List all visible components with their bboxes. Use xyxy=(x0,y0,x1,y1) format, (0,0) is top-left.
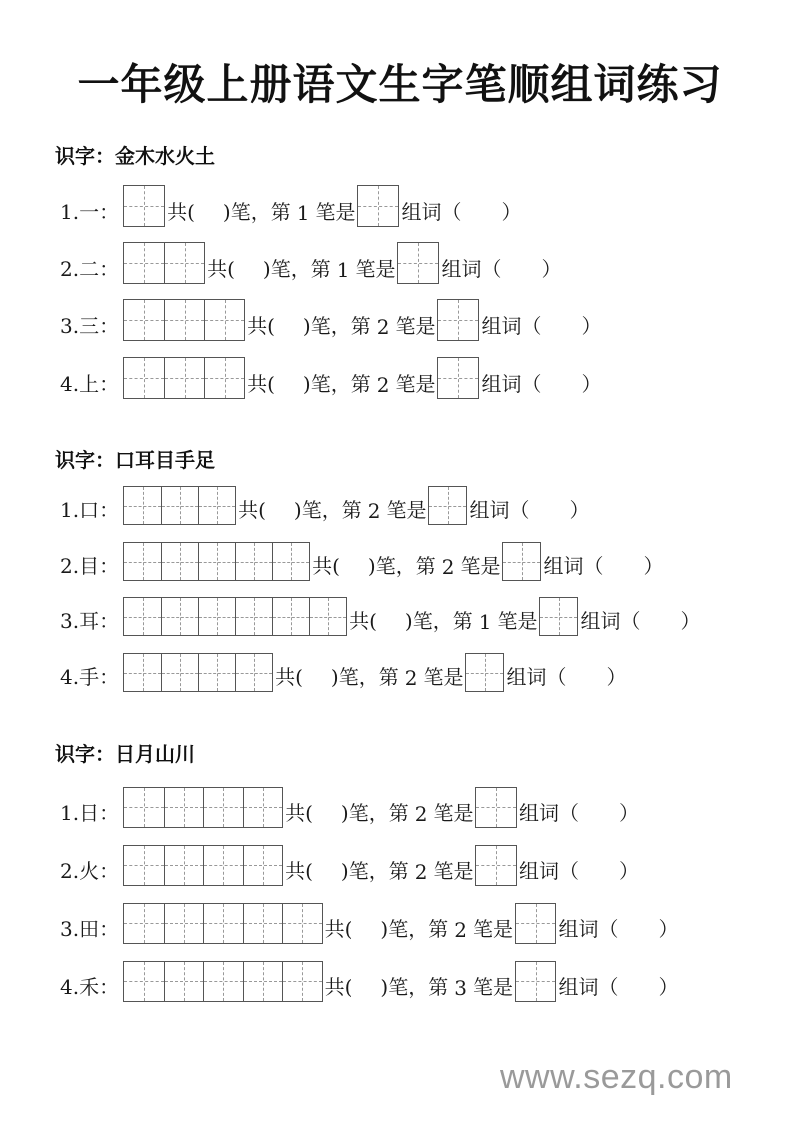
nth-stroke-answer-box[interactable] xyxy=(515,903,557,945)
exercise-row xyxy=(60,786,639,828)
nth-stroke-label: )笔，第 xyxy=(293,498,362,522)
item-label xyxy=(60,550,119,581)
word-group-close: ） xyxy=(581,314,602,338)
stroke-order-grid[interactable] xyxy=(123,486,236,525)
tianzige-cell[interactable] xyxy=(243,846,283,886)
tianzige-cell[interactable] xyxy=(203,846,243,886)
exercise-row xyxy=(60,357,601,399)
nth-stroke-label: )笔，第 xyxy=(262,257,331,281)
item-colon: ： xyxy=(99,665,120,689)
exercise-row xyxy=(60,539,663,581)
exercise-row xyxy=(60,650,626,692)
nth-stroke-answer-box[interactable] xyxy=(475,787,517,829)
section-heading: 识字：金木水火土 xyxy=(55,144,215,168)
stroke-order-grid[interactable] xyxy=(123,787,283,829)
nth-stroke-number: 2 xyxy=(404,666,418,690)
stroke-is-label: 笔是 xyxy=(395,372,436,396)
nth-stroke-label: )笔，第 xyxy=(404,609,473,633)
tianzige-cell[interactable] xyxy=(540,598,577,635)
tianzige-cell[interactable] xyxy=(124,358,164,398)
item-index: 4. xyxy=(60,372,80,396)
nth-stroke-number: 2 xyxy=(376,373,390,397)
word-group-close: ） xyxy=(643,554,664,578)
nth-stroke-answer-box[interactable] xyxy=(397,242,439,284)
item-label xyxy=(60,310,119,341)
tianzige-cell[interactable] xyxy=(503,543,540,580)
nth-stroke-label: )笔，第 xyxy=(340,801,409,825)
nth-stroke-label: )笔，第 xyxy=(222,200,291,224)
tianzige-cell[interactable] xyxy=(272,598,309,635)
tianzige-cell[interactable] xyxy=(235,543,272,580)
stroke-is-label: 笔是 xyxy=(315,200,356,224)
stroke-is-label: 笔是 xyxy=(497,609,538,633)
tianzige-cell[interactable] xyxy=(235,598,272,635)
total-strokes-label: 共( xyxy=(349,609,377,633)
tianzige-cell[interactable] xyxy=(438,358,478,398)
item-character: 耳 xyxy=(79,609,100,633)
word-group-label: 组词（ xyxy=(580,609,641,633)
tianzige-cell[interactable] xyxy=(164,904,204,944)
item-label xyxy=(60,797,119,828)
word-group-label: 组词（ xyxy=(506,665,567,689)
tianzige-cell[interactable] xyxy=(204,300,244,340)
exercise-row xyxy=(60,483,589,525)
stroke-order-grid[interactable] xyxy=(123,242,205,284)
tianzige-cell[interactable] xyxy=(124,243,164,283)
item-index: 4. xyxy=(60,665,80,689)
item-index: 3. xyxy=(60,314,80,338)
stroke-is-label: 笔是 xyxy=(460,554,501,578)
word-group-label: 组词（ xyxy=(481,372,542,396)
nth-stroke-number: 2 xyxy=(367,499,381,523)
stroke-is-label: 笔是 xyxy=(395,314,436,338)
stroke-is-label: 笔是 xyxy=(433,859,474,883)
tianzige-cell[interactable] xyxy=(282,962,322,1002)
nth-stroke-label: )笔，第 xyxy=(380,975,449,999)
tianzige-cell[interactable] xyxy=(124,788,164,828)
tianzige-cell[interactable] xyxy=(164,788,204,828)
word-group-label: 组词（ xyxy=(441,257,502,281)
tianzige-cell[interactable] xyxy=(124,962,164,1002)
total-strokes-label: 共( xyxy=(324,917,353,941)
nth-stroke-number: 1 xyxy=(336,258,350,282)
word-group-label: 组词（ xyxy=(518,859,579,883)
tianzige-cell[interactable] xyxy=(161,543,198,580)
exercise-row xyxy=(60,844,639,886)
word-group-close: ） xyxy=(618,801,639,825)
word-group-label: 组词（ xyxy=(481,314,542,338)
word-group-label: 组词（ xyxy=(558,975,619,999)
stroke-order-grid[interactable] xyxy=(123,542,310,581)
nth-stroke-number: 1 xyxy=(478,610,492,634)
item-colon: ： xyxy=(99,200,120,224)
stroke-order-grid[interactable] xyxy=(123,961,323,1003)
item-colon: ： xyxy=(99,554,120,578)
item-colon: ： xyxy=(99,314,120,338)
total-strokes-label: 共( xyxy=(285,859,313,883)
tianzige-cell[interactable] xyxy=(516,962,556,1002)
tianzige-cell[interactable] xyxy=(124,598,161,635)
tianzige-cell[interactable] xyxy=(466,654,503,691)
tianzige-cell[interactable] xyxy=(438,300,478,340)
item-label xyxy=(60,913,119,944)
nth-stroke-answer-box[interactable] xyxy=(539,597,578,636)
item-index: 2. xyxy=(60,554,80,578)
item-character: 三 xyxy=(79,314,100,338)
item-character: 手 xyxy=(79,665,100,689)
nth-stroke-number: 3 xyxy=(454,976,467,1000)
item-colon: ： xyxy=(99,859,120,883)
tianzige-cell[interactable] xyxy=(124,846,164,886)
tianzige-cell[interactable] xyxy=(198,487,235,524)
item-colon: ： xyxy=(99,975,120,999)
word-group-close: ） xyxy=(569,498,590,522)
tianzige-cell[interactable] xyxy=(235,654,272,691)
total-strokes-label: 共( xyxy=(324,975,353,999)
word-group-close: ） xyxy=(618,859,639,883)
stroke-is-label: 笔是 xyxy=(472,975,513,999)
total-strokes-label: 共( xyxy=(312,554,340,578)
item-character: 田 xyxy=(79,917,100,941)
total-strokes-label: 共( xyxy=(238,498,266,522)
nth-stroke-label: )笔，第 xyxy=(330,665,399,689)
tianzige-cell[interactable] xyxy=(198,598,235,635)
nth-stroke-number: 2 xyxy=(454,918,467,942)
item-index: 3. xyxy=(60,609,80,633)
tianzige-cell[interactable] xyxy=(203,904,243,944)
word-group-label: 组词（ xyxy=(558,917,619,941)
item-index: 1. xyxy=(60,801,80,825)
item-label xyxy=(60,494,119,525)
word-group-close: ） xyxy=(658,917,679,941)
tianzige-cell[interactable] xyxy=(476,846,516,886)
total-strokes-label: 共( xyxy=(275,665,303,689)
tianzige-cell[interactable] xyxy=(272,543,309,580)
nth-stroke-label: )笔，第 xyxy=(380,917,449,941)
tianzige-cell[interactable] xyxy=(161,598,198,635)
nth-stroke-number: 2 xyxy=(441,555,455,579)
tianzige-cell[interactable] xyxy=(243,904,283,944)
total-strokes-label: 共( xyxy=(247,372,275,396)
total-strokes-label: 共( xyxy=(285,801,313,825)
tianzige-cell[interactable] xyxy=(203,788,243,828)
item-label xyxy=(60,368,119,399)
nth-stroke-number: 2 xyxy=(376,315,390,339)
tianzige-cell[interactable] xyxy=(164,962,204,1002)
nth-stroke-answer-box[interactable] xyxy=(515,961,557,1003)
tianzige-cell[interactable] xyxy=(124,543,161,580)
item-label xyxy=(60,971,119,1002)
stroke-order-grid[interactable] xyxy=(123,185,165,227)
tianzige-cell[interactable] xyxy=(398,243,438,283)
tianzige-cell[interactable] xyxy=(429,487,466,524)
word-group-close: ） xyxy=(658,975,679,999)
nth-stroke-label: )笔，第 xyxy=(302,314,371,338)
total-strokes-label: 共( xyxy=(247,314,275,338)
word-group-label: 组词（ xyxy=(518,801,579,825)
tianzige-cell[interactable] xyxy=(476,788,516,828)
item-label xyxy=(60,605,119,636)
tianzige-cell[interactable] xyxy=(198,543,235,580)
nth-stroke-answer-box[interactable] xyxy=(357,185,399,227)
item-index: 3. xyxy=(60,917,80,941)
item-label xyxy=(60,855,119,886)
stroke-order-grid[interactable] xyxy=(123,597,347,636)
watermark: www.sezq.com xyxy=(500,1058,733,1096)
stroke-order-grid[interactable] xyxy=(123,653,273,692)
item-colon: ： xyxy=(99,257,120,281)
stroke-is-label: 笔是 xyxy=(386,498,427,522)
exercise-row xyxy=(60,185,521,227)
tianzige-cell[interactable] xyxy=(124,300,164,340)
item-colon: ： xyxy=(99,609,120,633)
tianzige-cell[interactable] xyxy=(204,358,244,398)
word-group-close: ） xyxy=(541,257,562,281)
word-group-label: 组词（ xyxy=(469,498,530,522)
word-group-label: 组词（ xyxy=(543,554,604,578)
item-colon: ： xyxy=(99,917,120,941)
stroke-order-grid[interactable] xyxy=(123,845,283,887)
tianzige-cell[interactable] xyxy=(203,962,243,1002)
worksheet-title: 一年级上册语文生字笔顺组词练习 xyxy=(77,60,723,109)
total-strokes-label: 共( xyxy=(167,200,195,224)
stroke-is-label: 笔是 xyxy=(472,917,513,941)
tianzige-cell[interactable] xyxy=(124,487,161,524)
item-index: 1. xyxy=(60,200,80,224)
tianzige-cell[interactable] xyxy=(124,904,164,944)
tianzige-cell[interactable] xyxy=(243,962,283,1002)
exercise-row xyxy=(60,594,700,636)
nth-stroke-answer-box[interactable] xyxy=(437,299,479,341)
section-heading: 识字：日月山川 xyxy=(55,742,195,766)
item-label xyxy=(60,196,119,227)
tianzige-cell[interactable] xyxy=(164,300,204,340)
stroke-order-grid[interactable] xyxy=(123,299,245,341)
item-character: 二 xyxy=(79,257,100,281)
stroke-is-label: 笔是 xyxy=(355,257,396,281)
item-character: 禾 xyxy=(79,975,100,999)
tianzige-cell[interactable] xyxy=(164,243,204,283)
exercise-row xyxy=(60,242,561,284)
item-character: 日 xyxy=(79,801,100,825)
section-heading: 识字：口耳目手足 xyxy=(55,448,215,472)
total-strokes-label: 共( xyxy=(207,257,235,281)
item-colon: ： xyxy=(99,801,120,825)
nth-stroke-answer-box[interactable] xyxy=(428,486,467,525)
item-character: 一 xyxy=(79,200,100,224)
nth-stroke-answer-box[interactable] xyxy=(465,653,504,692)
nth-stroke-label: )笔，第 xyxy=(367,554,436,578)
stroke-is-label: 笔是 xyxy=(423,665,464,689)
tianzige-cell[interactable] xyxy=(243,788,283,828)
nth-stroke-number: 2 xyxy=(414,860,428,884)
tianzige-cell[interactable] xyxy=(124,654,161,691)
tianzige-cell[interactable] xyxy=(161,654,198,691)
item-index: 2. xyxy=(60,859,80,883)
nth-stroke-answer-box[interactable] xyxy=(437,357,479,399)
word-group-close: ） xyxy=(680,609,701,633)
tianzige-cell[interactable] xyxy=(309,598,346,635)
item-label xyxy=(60,661,119,692)
nth-stroke-answer-box[interactable] xyxy=(475,845,517,887)
tianzige-cell[interactable] xyxy=(198,654,235,691)
tianzige-cell[interactable] xyxy=(164,358,204,398)
word-group-close: ） xyxy=(501,200,522,224)
stroke-is-label: 笔是 xyxy=(433,801,474,825)
stroke-order-grid[interactable] xyxy=(123,357,245,399)
tianzige-cell[interactable] xyxy=(358,186,398,226)
exercise-row xyxy=(60,299,601,341)
exercise-row xyxy=(60,960,678,1002)
word-group-close: ） xyxy=(606,665,627,689)
tianzige-cell[interactable] xyxy=(164,846,204,886)
item-label xyxy=(60,253,119,284)
nth-stroke-label: )笔，第 xyxy=(340,859,409,883)
item-character: 上 xyxy=(79,372,100,396)
nth-stroke-number: 1 xyxy=(296,201,310,225)
item-character: 口 xyxy=(79,498,100,522)
nth-stroke-number: 2 xyxy=(414,802,428,826)
stroke-order-grid[interactable] xyxy=(123,903,323,945)
tianzige-cell[interactable] xyxy=(516,904,556,944)
item-index: 1. xyxy=(60,498,80,522)
item-character: 目 xyxy=(79,554,100,578)
exercise-row xyxy=(60,902,678,944)
item-index: 2. xyxy=(60,257,80,281)
item-colon: ： xyxy=(99,498,120,522)
tianzige-cell[interactable] xyxy=(124,186,164,226)
tianzige-cell[interactable] xyxy=(161,487,198,524)
nth-stroke-label: )笔，第 xyxy=(302,372,371,396)
nth-stroke-answer-box[interactable] xyxy=(502,542,541,581)
item-character: 火 xyxy=(79,859,100,883)
word-group-label: 组词（ xyxy=(401,200,462,224)
word-group-close: ） xyxy=(581,372,602,396)
item-colon: ： xyxy=(99,372,120,396)
tianzige-cell[interactable] xyxy=(282,904,322,944)
item-index: 4. xyxy=(60,975,80,999)
